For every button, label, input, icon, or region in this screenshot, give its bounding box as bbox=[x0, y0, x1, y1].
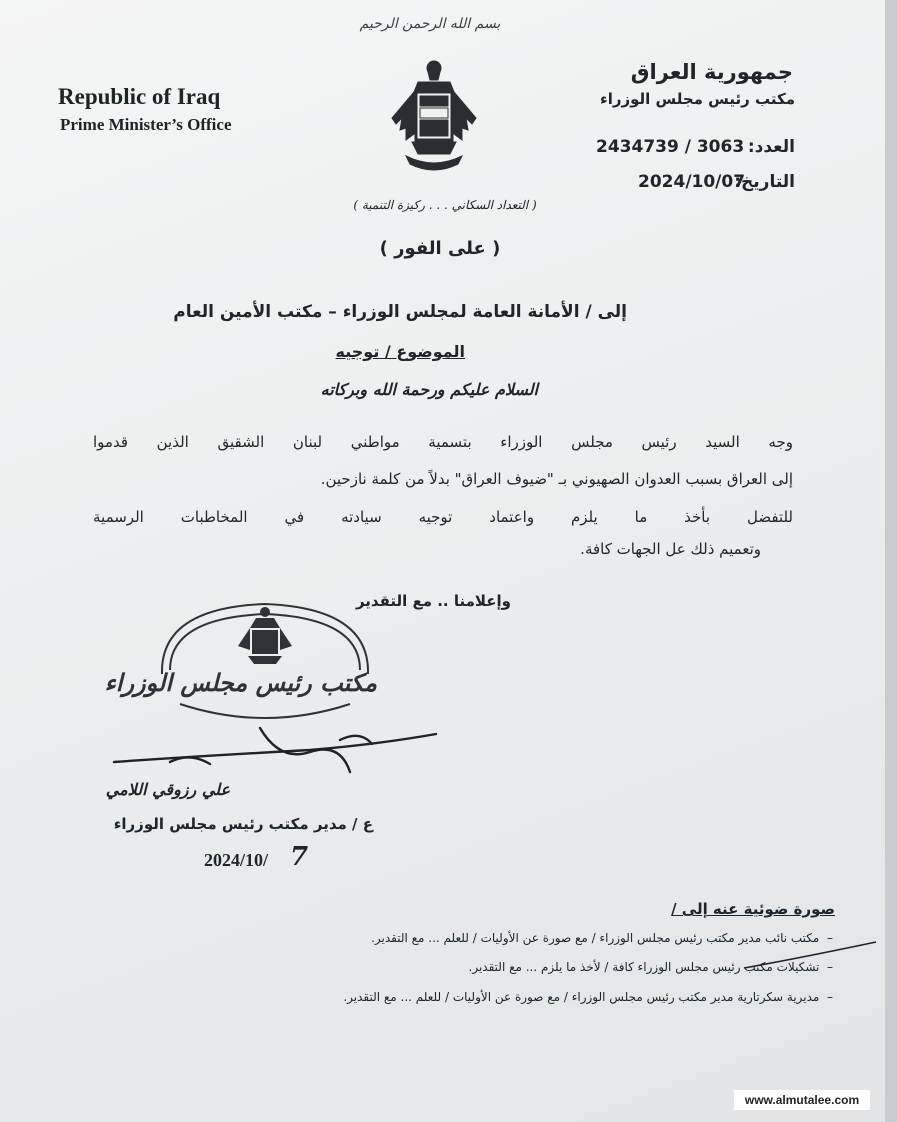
list-bullet: – bbox=[819, 931, 833, 945]
copies-heading: صورة ضوئية عنه إلى / bbox=[671, 900, 835, 918]
paragraph-1-line-2: إلى العراق بسبب العدوان الصهيوني بـ "ضيوف العراق" بدلاً من كلمة نازحين. bbox=[320, 470, 793, 488]
date-value: 2024/10/07 bbox=[638, 172, 746, 192]
stamp-calligraphy: مكتب رئيس مجلس الوزراء bbox=[104, 668, 377, 697]
copies-list-item bbox=[343, 990, 833, 1004]
closing: وإعلامنا .. مع التقدير bbox=[355, 592, 511, 610]
header-english-title: Republic of Iraq bbox=[58, 84, 221, 109]
number-value: 2434739 / 3063 bbox=[596, 137, 745, 157]
basmala: بسم الله الرحمن الرحيم bbox=[359, 16, 501, 32]
paragraph-2-line-1: للتفضل بأخذ ما يلزم واعتماد توجيه سيادته في المخاطبات الرسمية bbox=[93, 508, 793, 526]
greeting: السلام عليكم ورحمة الله وبركاته bbox=[320, 380, 538, 399]
paragraph-1-line-1: وجه السيد رئيس مجلس الوزراء بتسمية مواطني لبنان الشقيق الذين قدموا bbox=[93, 433, 793, 451]
handwritten-signature-icon bbox=[110, 722, 440, 782]
signature-date-handwritten-day: 7 bbox=[290, 842, 309, 872]
header-arabic-title: جمهورية العراق bbox=[630, 60, 793, 84]
iraq-eagle-emblem-icon bbox=[388, 58, 480, 178]
urgent-marker: ( على الفور ) bbox=[379, 238, 501, 259]
copies-item-1: مكتب نائب مدير مكتب رئيس مجلس الوزراء / مع صورة عن الأوليات / للعلم ... مع التقدير. bbox=[371, 931, 820, 945]
header-english-subtitle: Prime Minister’s Office bbox=[60, 115, 232, 134]
date-label: التاريخ: bbox=[734, 172, 795, 192]
number-label: العدد: bbox=[747, 137, 795, 157]
handwritten-strike-icon bbox=[740, 938, 880, 972]
site-watermark: www.almutalee.com bbox=[734, 1090, 870, 1110]
copies-item-3: مديرية سكرتارية مدير مكتب رئيس مجلس الوزراء / مع صورة عن الأوليات / للعلم ... مع التقدير. bbox=[343, 990, 820, 1004]
list-bullet: – bbox=[819, 990, 833, 1004]
list-bullet: – bbox=[819, 960, 833, 974]
header-arabic-subtitle: مكتب رئيس مجلس الوزراء bbox=[600, 90, 795, 108]
office-stamp-icon bbox=[104, 600, 380, 730]
copies-item-2: تشكيلات مكتب رئيس مجلس الوزراء كافة / لأخذ ما يلزم ... مع التقدير. bbox=[468, 960, 820, 974]
signatory-name: علي رزوقي اللامي bbox=[105, 780, 230, 799]
addressee: إلى / الأمانة العامة لمجلس الوزراء – مكتب الأمين العام bbox=[173, 302, 627, 322]
subject: الموضوع / توجيه bbox=[335, 342, 465, 361]
census-slogan: ( التعداد السكاني . . . ركيزة التنمية ) bbox=[353, 198, 537, 212]
paragraph-2-line-2: وتعميم ذلك عل الجهات كافة. bbox=[580, 540, 761, 558]
signature-date: 2024/10/ bbox=[204, 850, 269, 870]
signatory-title: ع / مدير مكتب رئيس مجلس الوزراء bbox=[113, 815, 373, 833]
